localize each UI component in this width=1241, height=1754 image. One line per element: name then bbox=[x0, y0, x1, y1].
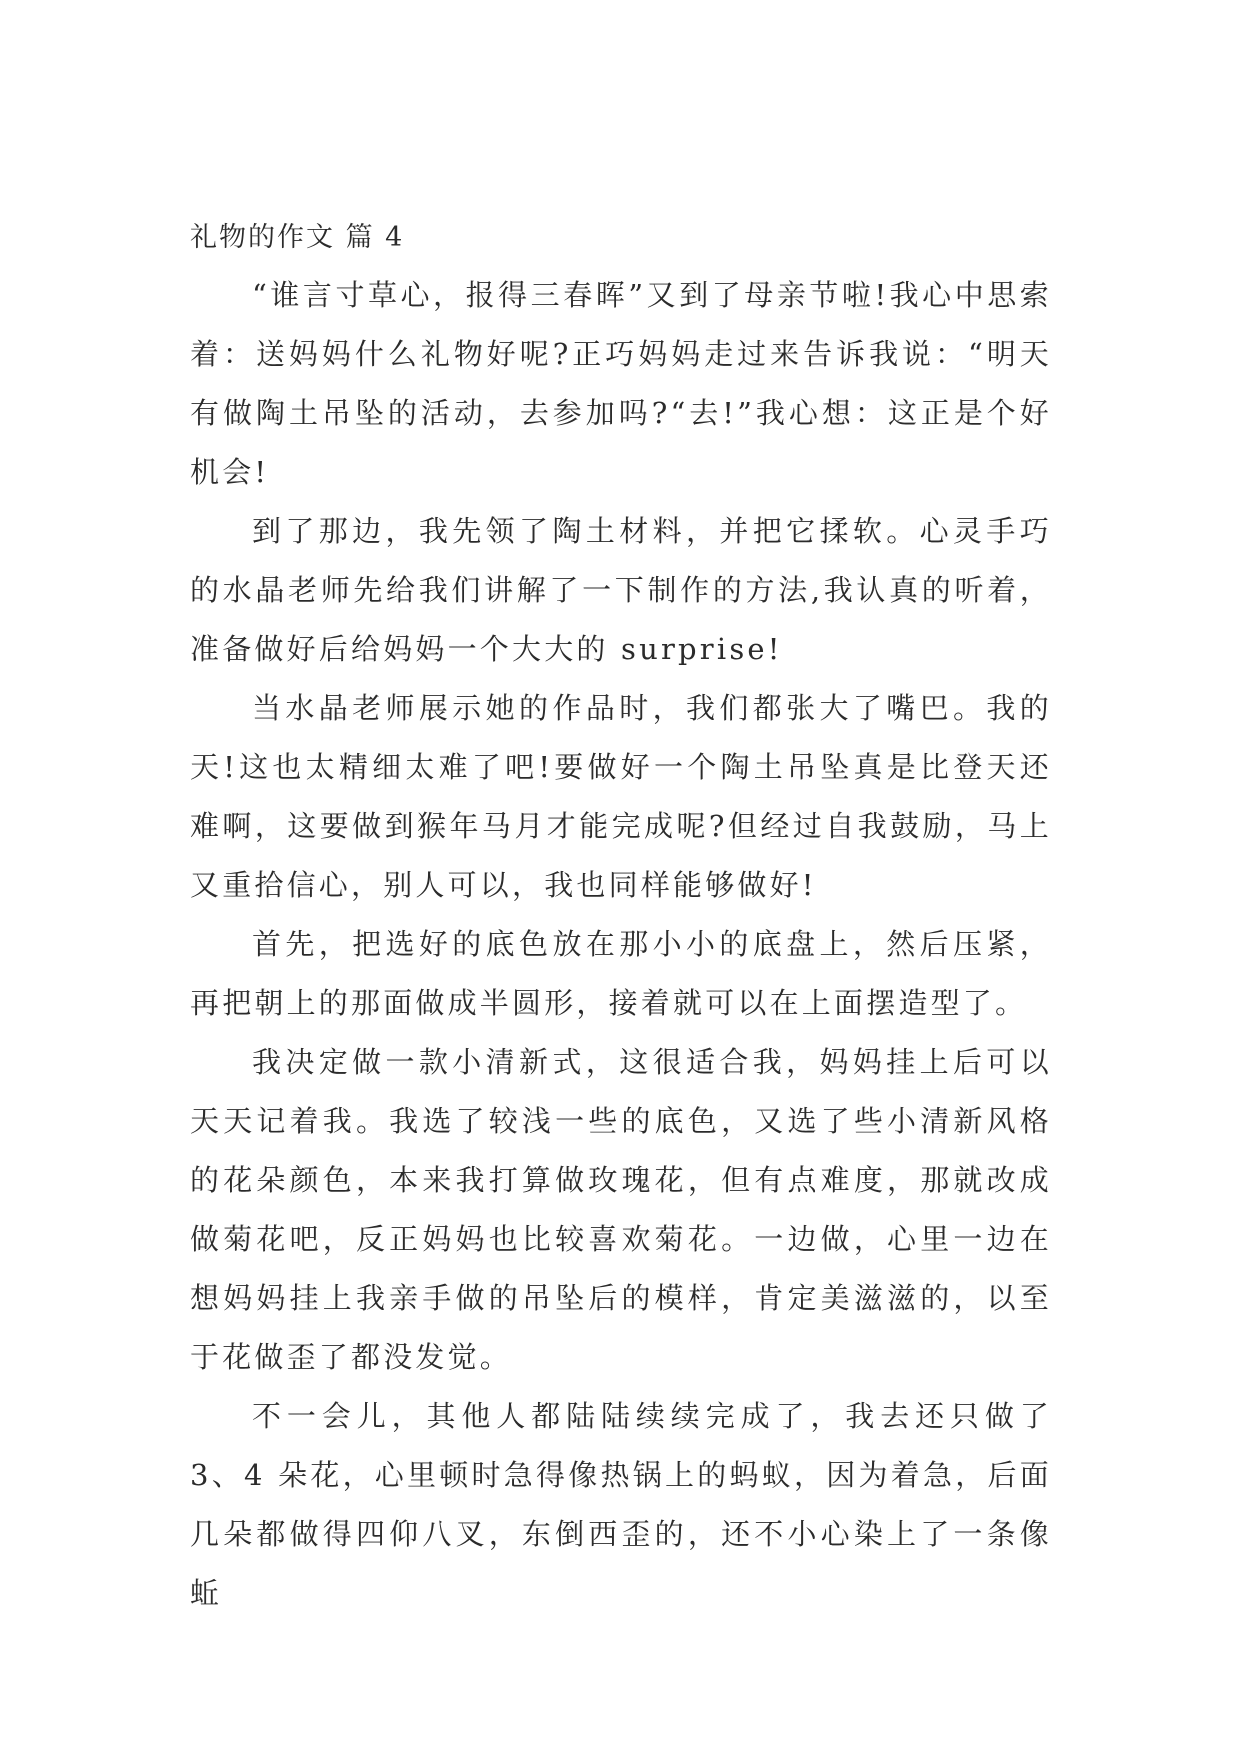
paragraph-1: “谁言寸草心，报得三春晖”又到了母亲节啦!我心中思索着：送妈妈什么礼物好呢?正巧妈妈走过来告诉我说：“明天有做陶土吊坠的活动，去参加吗?“去!”我心想：这正是个好机会! bbox=[190, 278, 1052, 489]
essay-title: 礼物的作文 篇 4 bbox=[190, 222, 405, 253]
paragraph-3: 当水晶老师展示她的作品时，我们都张大了嘴巴。我的天!这也太精细太难了吧!要做好一个陶土吊坠真是比登天还难啊，这要做到猴年马月才能完成呢?但经过自我鼓励，马上又重拾信心，别人可以，我也同样能够做好! bbox=[190, 691, 1052, 902]
paragraph-6: 不一会儿，其他人都陆陆续续完成了，我去还只做了 3、4 朵花，心里顿时急得像热锅上的蚂蚁，因为着急，后面几朵都做得四仰八叉，东倒西歪的，还不小心染上了一条像蚯 bbox=[190, 1399, 1052, 1610]
document-body bbox=[190, 218, 1052, 1623]
paragraph-5: 我决定做一款小清新式，这很适合我，妈妈挂上后可以天天记着我。我选了较浅一些的底色，又选了些小清新风格的花朵颜色，本来我打算做玫瑰花，但有点难度，那就改成做菊花吧，反正妈妈也比较喜欢菊花。一边做，心里一边在想妈妈挂上我亲手做的吊坠后的模样，肯定美滋滋的，以至于花做歪了都没发觉。 bbox=[190, 1045, 1052, 1374]
paragraph-2: 到了那边，我先领了陶土材料，并把它揉软。心灵手巧的水晶老师先给我们讲解了一下制作的方法,我认真的听着，准备做好后给妈妈一个大大的 surprise! bbox=[190, 514, 1052, 666]
paragraph-4: 首先，把选好的底色放在那小小的底盘上，然后压紧，再把朝上的那面做成半圆形，接着就可以在上面摆造型了。 bbox=[190, 927, 1052, 1020]
